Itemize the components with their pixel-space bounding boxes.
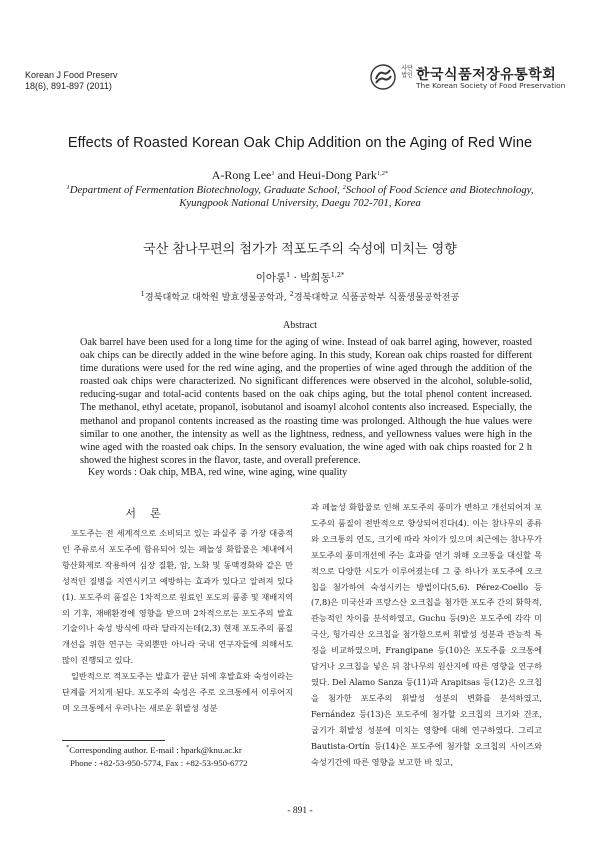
paper-authors-ko: 이아롱$^1$ · 박희동$^{1,2*}$ [255,271,345,284]
section-heading-introduction: 서론 [125,507,175,520]
paper-title-ko: 국산 참나무편의 첨가가 적포도주의 숙성에 미치는 영향 [143,242,457,257]
society-logo-icon [370,64,396,90]
keywords-label: Key words : [88,467,140,478]
body-column-right [311,500,542,770]
body-paragraph: 포도주는 전 세계적으로 소비되고 있는 과실주 중 가장 대중적인 주류로서 포도주에 함유되어 있는 페놀성 화합물은 체내에서 항산화제로 작용하여 심장 질환, 암, 노화 및 동맥경화와 같은 만성적인 질병을 지연시키고 예방하는 효과가 있다고 알려져 있다(1). 포도주의 품질은 1차적으로 원료인 포도의 품종 및 재배지역의 기후, 재배환경에 영향을 받으며 2차적으로는 포도주의 발효기술이나 숙성 방식에 따라 달라지는데(2,3) 현재 포도주의 품질 개선을 위한 연구는 국외뿐만 아니라 국내 연구자들에 의해서도 많이 진행되고 있다. [62,528,293,666]
journal-name: Korean J Food Preserv [25,70,118,80]
journal-volume: 18(6), 891-897 (2011) [25,81,112,91]
paper-title-en: Effects of Roasted Korean Oak Chip Addition on the Aging of Red Wine [67,135,533,151]
paper-authors-en: A-Rong Lee$^1$ and Heui-Dong Park$^{1,2*}$ [211,168,389,182]
society-header [370,64,580,94]
society-type-label: 사단 법인 [401,65,413,79]
society-name-ko: 한국식품저장유통학회 [416,67,557,83]
journal-citation [25,70,118,92]
footnote-divider [62,740,165,741]
page-number: - 891 - [287,806,313,816]
paper-affiliations-ko: $^1$경북대학교 대학원 발효생물공학과, $^2$경북대학교 식품공학부 식품생물공학전공 [140,290,460,303]
corresponding-author-footnote: *Corresponding author. E-mail : hpark@knu.ac.kr Phone : +82-53-950-5774, Fax : +82-53-950-6772 [66,744,248,768]
abstract-text: Oak barrel have been used for a long time for the aging of wine. Instead of oak barrel aging, however, roasted oak chips can be directly added in the wine before aging. In this study, Korean oak chips roasted for different time durations were used for the red wine aging, and the properties of wine aged through the addition of the roasted oak chips were characterized. No significant differences were observed in the alcohol, soluble-solid, reducing-sugar and total-acid contents based on the oak chips aging, but the total phenol content increased. The methanol, ethyl acetate, propanol, isobutanol and isoamyl alcohol contents also increased. Especially, the methanol and propanol contents increased as the roasting time was prolonged. Although the hue values were similar to one another, the intensity as well as the lightness, redness, and yellowness values were high in the wine aged with the roasted oak chips. In the sensory evaluation, the wine aged with oak chips roasted for 2 h showed the highest scores in the flavor, taste, and overall preference. [80,337,532,466]
keywords-list: Oak chip, MBA, red wine, wine aging, wine quality [139,467,348,478]
footnote-phone: Phone : +82-53-950-5774, Fax : +82-53-950-6772 [70,757,248,768]
abstract-heading: Abstract [283,320,317,331]
keywords-line [88,467,538,478]
body-paragraph: 일반적으로 적포도주는 발효가 끝난 뒤에 후발효와 숙성이라는 단계를 거치게 된다. 포도주의 숙성은 주로 오크통에서 이루어지며 오크통에서 우러나는 새로운 휘발성 성분 [62,671,293,713]
body-paragraph: 과 페놀성 화합물로 인해 포도주의 풍미가 변하고 개선되어져 포도주의 품질이 전반적으로 향상되어진다(4). 이는 참나무의 종류와 오크통의 연도, 크기에 따라 차이가 있으며 최근에는 참나무가 포도주의 풍미개선에 주는 효과를 얻기 위해 오크통을 대신할 목적으로 다양한 시도가 이루어졌는데 그 중 하나가 포도주에 오크칩을 첨가하여 숙성시키는 방법이다(5,6). Pérez-Coello 등(7,8)은 미국산과 프랑스산 오크칩을 첨가한 포도주 간의 화학적, 관능적인 차이를 분석하였고, Guchu 등(9)은 포도주에 각각 미국산, 헝가리산 오크칩을 첨가함으로써 휘발성 성분과 관능적 특징을 비교하였으며, Frangipane 등(10)은 포도주를 오크통에 담거나 오크칩을 넣은 뒤 참나무의 원산지에 따른 영향을 연구하였다. Del Alamo Sanza 등(11)과 Arapitsas 등(12)은 오크칩을 첨가한 포도주의 휘발성 성분의 변화를 분석하였고, Fernández 등(13)은 포도주에 첨가할 오크칩의 크기와 건조, 굽기가 휘발성 성분에 미치는 영향에 대해 연구하였다. 그리고 Bautista-Ortín 등(14)은 포도주에 첨가할 오크칩의 사이즈와 숙성기간에 따른 영향을 보고한 바 있고, [311,502,542,767]
society-name-en: The Korean Society of Food Preservation [416,81,566,90]
paper-affiliations-en: $^1$Department of Fermentation Biotechnology, Graduate School, $^2$School of Food Science and Biotechnology, Kyungpook National University, Daegu 702-701, Korea [66,184,534,209]
footnote-email: Corresponding author. E-mail : hpark@knu.ac.kr [69,745,242,755]
body-column-left [62,526,293,717]
